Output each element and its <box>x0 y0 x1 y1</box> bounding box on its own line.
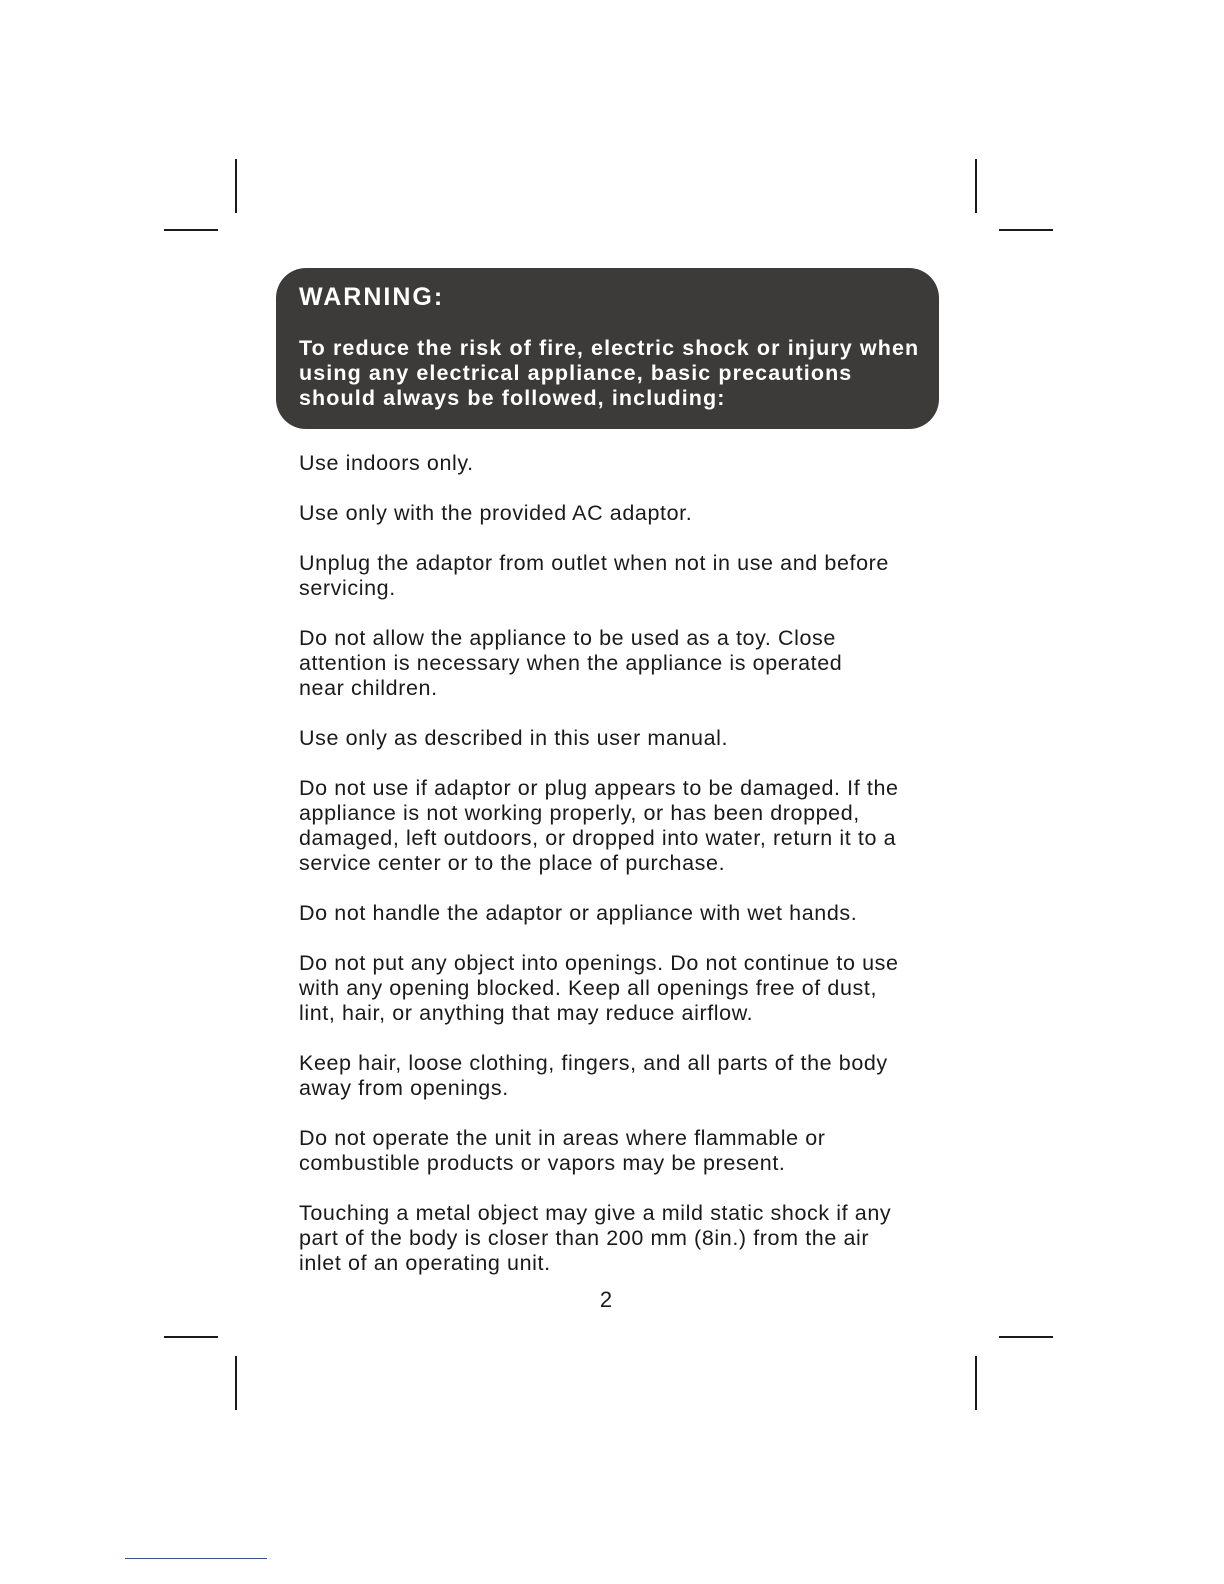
precaution-item: Unplug the adaptor from outlet when not in use and before servicing. <box>299 551 889 600</box>
precaution-item: Do not allow the appliance to be used as a toy. Close attention is necessary when the appliance is operated near children. <box>299 626 843 700</box>
crop-mark-top-right-vertical <box>975 159 977 213</box>
precaution-item: Do not operate the unit in areas where flammable or combustible products or vapors may be present. <box>299 1126 826 1175</box>
precaution-item: Use only as described in this user manual. <box>299 726 729 750</box>
precaution-item: Do not use if adaptor or plug appears to be damaged. If the appliance is not working properly, or has been dropped, damaged, left outdoors, or dropped into water, return it to a service center or to the place of purchase. <box>299 776 899 875</box>
page-number: 2 <box>599 1287 613 1312</box>
precaution-item: Touching a metal object may give a mild static shock if any part of the body is closer than 200 mm (8in.) from the air inlet of an operating unit. <box>299 1201 892 1275</box>
crop-mark-bottom-right-vertical <box>975 1356 977 1410</box>
precaution-item: Keep hair, loose clothing, fingers, and all parts of the body away from openings. <box>299 1051 888 1100</box>
precaution-item: Do not handle the adaptor or appliance with wet hands. <box>299 901 858 925</box>
precaution-item: Use only with the provided AC adaptor. <box>299 501 693 525</box>
warning-text: To reduce the risk of fire, electric shock or injury when using any electrical appliance, basic precautions should always be followed, including: <box>299 336 920 410</box>
crop-mark-top-left-horizontal <box>164 229 218 231</box>
crop-mark-bottom-left-horizontal <box>164 1336 218 1338</box>
crop-mark-top-left-vertical <box>235 159 237 213</box>
crop-mark-bottom-right-horizontal <box>999 1336 1053 1338</box>
precautions-list <box>299 451 949 1301</box>
warning-banner <box>276 268 939 429</box>
footer-link-underline <box>125 1558 267 1559</box>
crop-mark-bottom-left-vertical <box>235 1356 237 1410</box>
crop-mark-top-right-horizontal <box>999 229 1053 231</box>
precaution-item: Do not put any object into openings. Do not continue to use with any opening blocked. Keep all openings free of dust, lint, hair, or anything that may reduce airflow. <box>299 951 899 1025</box>
warning-title: WARNING: <box>299 283 445 311</box>
precaution-item: Use indoors only. <box>299 451 474 475</box>
